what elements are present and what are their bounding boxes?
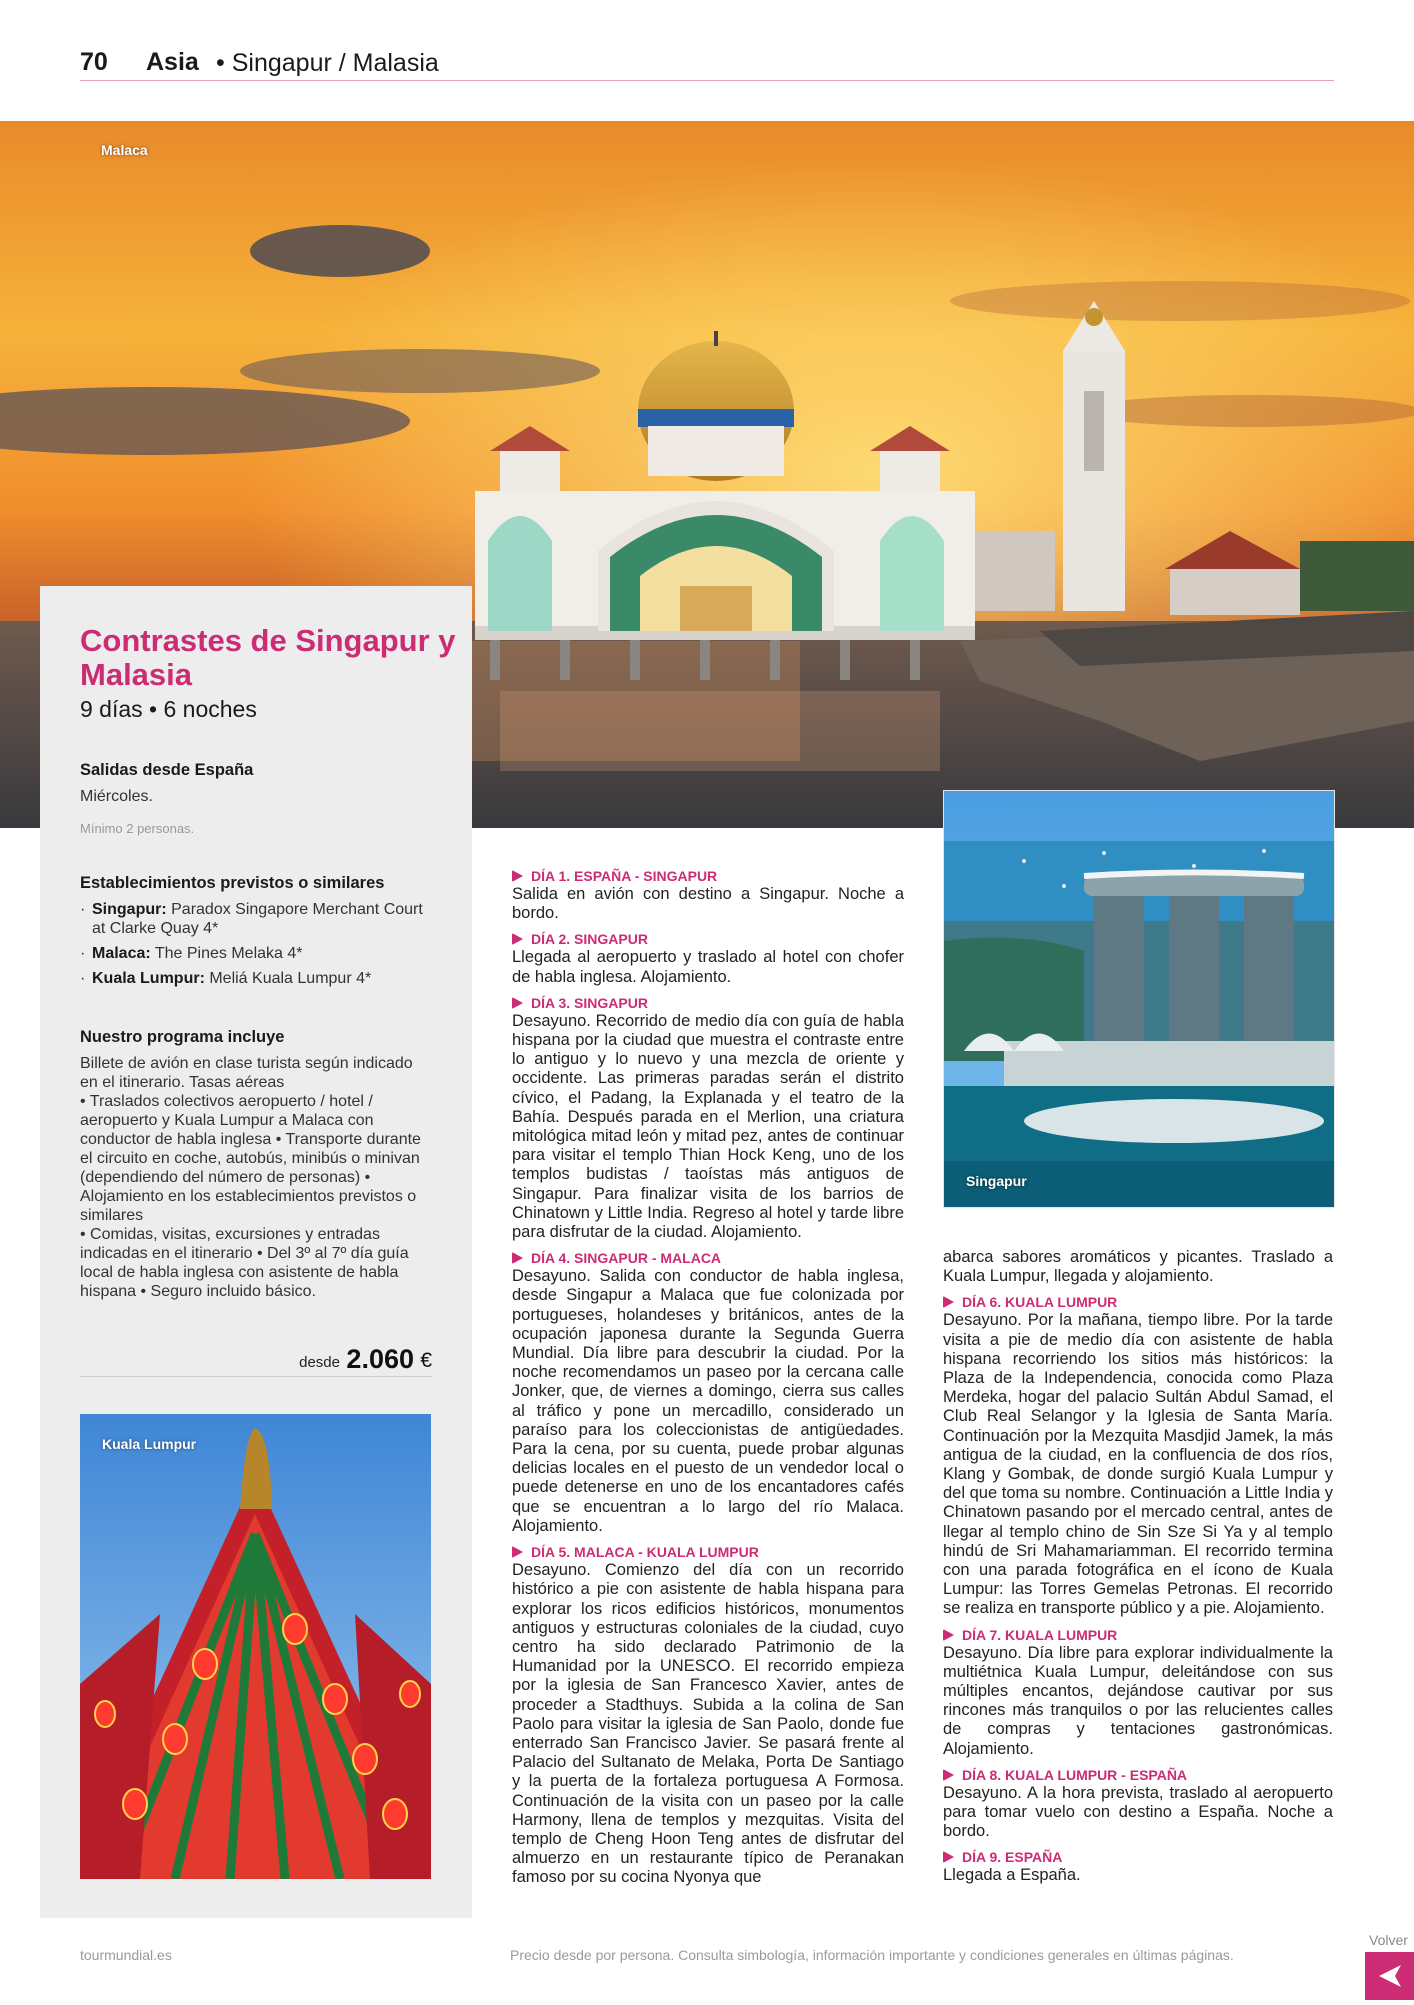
day-marker-icon [512, 1546, 523, 1558]
day-text: Salida en avión con destino a Singapur. Noche a bordo. [512, 885, 904, 923]
itinerary-column-1 [512, 868, 904, 1896]
day-marker-icon [943, 1296, 954, 1308]
destination-name: Singapur / Malasia [231, 49, 439, 77]
day-text: Desayuno. Comienzo del día con un recorrido histórico a pie con asistente de habla hispana para explorar los ricos edificios históricos, monumentos antiguos y estructuras coloniales de la ciudad, cuyo centro ha sido declarado Patrimonio de la Humanidad por la UNESCO. El recorrido empieza por la iglesia de San Francesco Xavier, antes de proceder a Stadthuys. Subida a la colina de San Paolo para visitar la iglesia de San Paolo, donde fue enterrado San Francisco Javier. Se pasará frente al Palacio del Sultanato de Melaka, Porta De Santiago y la puerta de la fortaleza portuguesa A Formosa. Continuación de la visita con un paseo por la calle Harmony, llena de templos y mezquitas. Visita del templo de Cheng Hoon Teng antes de disfrutar del almuerzo en un restaurante típico de Peranakan famoso por su cocina Nyonya que [512, 1561, 904, 1887]
day-title-row [512, 1250, 904, 1266]
kuala-lumpur-photo [80, 1414, 431, 1879]
price-amount: 2.060 [346, 1344, 414, 1374]
trip-title: Contrastes de Singapur y Malasia [80, 623, 456, 692]
marina-bay-illustration [944, 791, 1334, 1207]
region-label: Asia [146, 48, 199, 76]
hotel-name: Paradox Singapore Merchant Court at Clarke Quay 4* [92, 901, 423, 937]
itinerary-day [512, 868, 904, 923]
day-title-row [943, 1767, 1333, 1783]
itinerary-column-2 [943, 1248, 1333, 1894]
hotel-item [80, 944, 430, 963]
day-marker-icon [943, 1769, 954, 1781]
itinerary-day [943, 1849, 1333, 1885]
trip-duration: 9 días • 6 noches [80, 696, 257, 722]
day-title-row [943, 1627, 1333, 1643]
day-title: DÍA 8. KUALA LUMPUR - ESPAÑA [962, 1766, 1188, 1783]
departures-heading: Salidas desde España [80, 761, 254, 779]
hotel-name: The Pines Melaka 4* [154, 945, 303, 962]
departures-note: Mínimo 2 personas. [80, 821, 195, 836]
day-marker-icon [512, 870, 523, 882]
day-title-row [512, 868, 904, 884]
itinerary-day [943, 1294, 1333, 1618]
itinerary-day [512, 1250, 904, 1536]
singapore-caption: Singapur [966, 1173, 1027, 1189]
day-text: Llegada al aeropuerto y traslado al hotel con chofer de habla inglesa. Alojamiento. [512, 948, 904, 986]
includes-text: Billete de avión en clase turista según indicado en el itinerario. Tasas aéreas • Traslados colectivos aeropuerto / hotel / aeropuerto y Kuala Lumpur a Malaca con conductor de habla inglesa • Transporte durante el circuito en coche, autobús, minibús o minivan (dependiendo del número de personas) • Alojamiento en los establecimientos previstos o similares • Comidas, visitas, excursiones y entradas indicadas en el itinerario • Del 3º al 7º día guía local de habla inglesa con asistente de habla hispana • Seguro incluido básico. [80, 1055, 421, 1300]
price-from-label: desde [299, 1354, 340, 1371]
hotel-city: Singapur: [92, 901, 167, 918]
day-text: Desayuno. Día libre para explorar individualmente la multiétnica Kuala Lumpur, deleitándose con sus múltiples encantos, dejándose cautivar por sus rincones más tranquilos o por las relucientes calles de compras y tentaciones gastronómicas. Alojamiento. [943, 1643, 1333, 1758]
hotel-item [80, 900, 430, 938]
back-button[interactable] [1365, 1952, 1414, 2000]
day5-continuation: abarca sabores aromáticos y picantes. Traslado a Kuala Lumpur, llegada y alojamiento. [943, 1248, 1333, 1286]
day-marker-icon [943, 1629, 954, 1641]
day-title-row [943, 1294, 1333, 1310]
day-title: DÍA 4. SINGAPUR - MALACA [531, 1250, 722, 1267]
day-marker-icon [512, 997, 523, 1009]
back-arrow-icon [1365, 1952, 1414, 2000]
hotel-item [80, 969, 430, 988]
itinerary-day [512, 1544, 904, 1887]
day-title-row [512, 995, 904, 1011]
kuala-lumpur-caption: Kuala Lumpur [102, 1436, 197, 1452]
hotels-heading: Establecimientos previstos o similares [80, 874, 385, 892]
itinerary-day [512, 931, 904, 986]
price-block [80, 1344, 432, 1377]
day-title-row [512, 931, 904, 947]
day-title-row [943, 1849, 1333, 1865]
singapore-photo [943, 790, 1335, 1208]
day-text: Desayuno. Por la mañana, tiempo libre. Por la tarde visita a pie de medio día con asistente de habla hispana recorriendo los sitios más históricos: la Plaza de la Independencia, conocida como Plaza Merdeka, hogar del palacio Sultán Abdul Samad, el Club Real Selangor y la Iglesia de Santa María. Continuación por la Mezquita Masdjid Jamek, la más antigua de la ciudad, en la confluencia de dos ríos, Klang y Gombak, de donde surgió Kuala Lumpur y del que toma su nombre. Continuación a Little India y Chinatown pasando por el mercado central, antes de llegar al templo chino de Sin Sze Si Ya y al templo hindú de Sri Mahamariamman. El recorrido termina con una parada fotográfica en el ícono de Kuala Lumpur: las Torres Gemelas Petronas. El recorrido se realiza en transporte público y a pie. Alojamiento. [943, 1311, 1333, 1618]
day-title: DÍA 3. SINGAPUR [531, 994, 648, 1011]
footer-site: tourmundial.es [80, 1947, 172, 1963]
day-marker-icon [512, 1252, 523, 1264]
day-title: DÍA 7. KUALA LUMPUR [962, 1626, 1118, 1643]
itinerary-day [512, 995, 904, 1242]
page-number: 70 [80, 48, 108, 76]
itinerary-day [943, 1767, 1333, 1842]
day-marker-icon [512, 933, 523, 945]
header-separator: • [216, 49, 225, 77]
temple-roof-illustration [80, 1414, 431, 1879]
departures-day: Miércoles. [80, 788, 153, 805]
itinerary-day [943, 1627, 1333, 1759]
hero-caption: Malaca [101, 142, 148, 158]
day-title: DÍA 6. KUALA LUMPUR [962, 1294, 1118, 1311]
day-text: Desayuno. A la hora prevista, traslado al aeropuerto para tomar vuelo con destino a España. Noche a bordo. [943, 1783, 1333, 1841]
destination-label [216, 49, 439, 78]
back-label: Volver [1369, 1932, 1408, 1948]
day-text: Llegada a España. [943, 1866, 1081, 1885]
day-title: DÍA 1. ESPAÑA - SINGAPUR [531, 868, 718, 884]
hotels-list [80, 900, 430, 994]
day-text: Desayuno. Recorrido de medio día con guía de habla hispana por la ciudad que muestra el contraste entre lo antiguo y lo nuevo y una mezcla de oriente y occidente. Las primeras paradas serán el distrito cívico, el Padang, la Explanada y el teatro de la Bahía. Después parada en el Merlion, una criatura mitológica mitad león y mitad pez, antes de continuar para visitar el templo Thian Hock Keng, uno de los templos budistas / taoístas más antiguos de Singapur. Para finalizar visita de los barrios de Chinatown y Little India. Regreso al hotel y tarde libre para disfrutar de la ciudad. Alojamiento. [512, 1011, 904, 1242]
page-header [80, 48, 1334, 81]
day-title-row [512, 1544, 904, 1560]
footer-disclaimer: Precio desde por persona. Consulta simbología, información importante y condiciones generales en últimas páginas. [510, 1947, 1234, 1963]
hotel-city: Malaca: [92, 945, 151, 962]
day-title: DÍA 9. ESPAÑA [962, 1849, 1063, 1866]
day-title: DÍA 2. SINGAPUR [531, 931, 648, 948]
day-marker-icon [943, 1851, 954, 1863]
hotel-name: Meliá Kuala Lumpur 4* [209, 970, 372, 987]
day-text: Desayuno. Salida con conductor de habla inglesa, desde Singapur a Malaca que fue colonizada por portugueses, holandeses y británicos, antes de la ocupación japonesa durante la Segunda Guerra Mundial. Día libre para descubrir la ciudad. Por la noche recomendamos un paseo por la cercana calle Jonker, que, de viernes a domingo, cierra sus calles al tráfico y pone un mercadillo, considerado un paraíso para los coleccionistas de antigüedades. Para la cena, por su cuenta, puede probar algunas delicias locales en el puesto de un vendedor local o puede detenerse en uno de los encantadores cafés que se encuentran a lo largo del río Malaca. Alojamiento. [512, 1267, 904, 1535]
hotel-city: Kuala Lumpur: [92, 970, 205, 987]
price-currency: € [420, 1349, 432, 1372]
includes-heading: Nuestro programa incluye [80, 1028, 285, 1046]
day-title: DÍA 5. MALACA - KUALA LUMPUR [531, 1544, 759, 1561]
